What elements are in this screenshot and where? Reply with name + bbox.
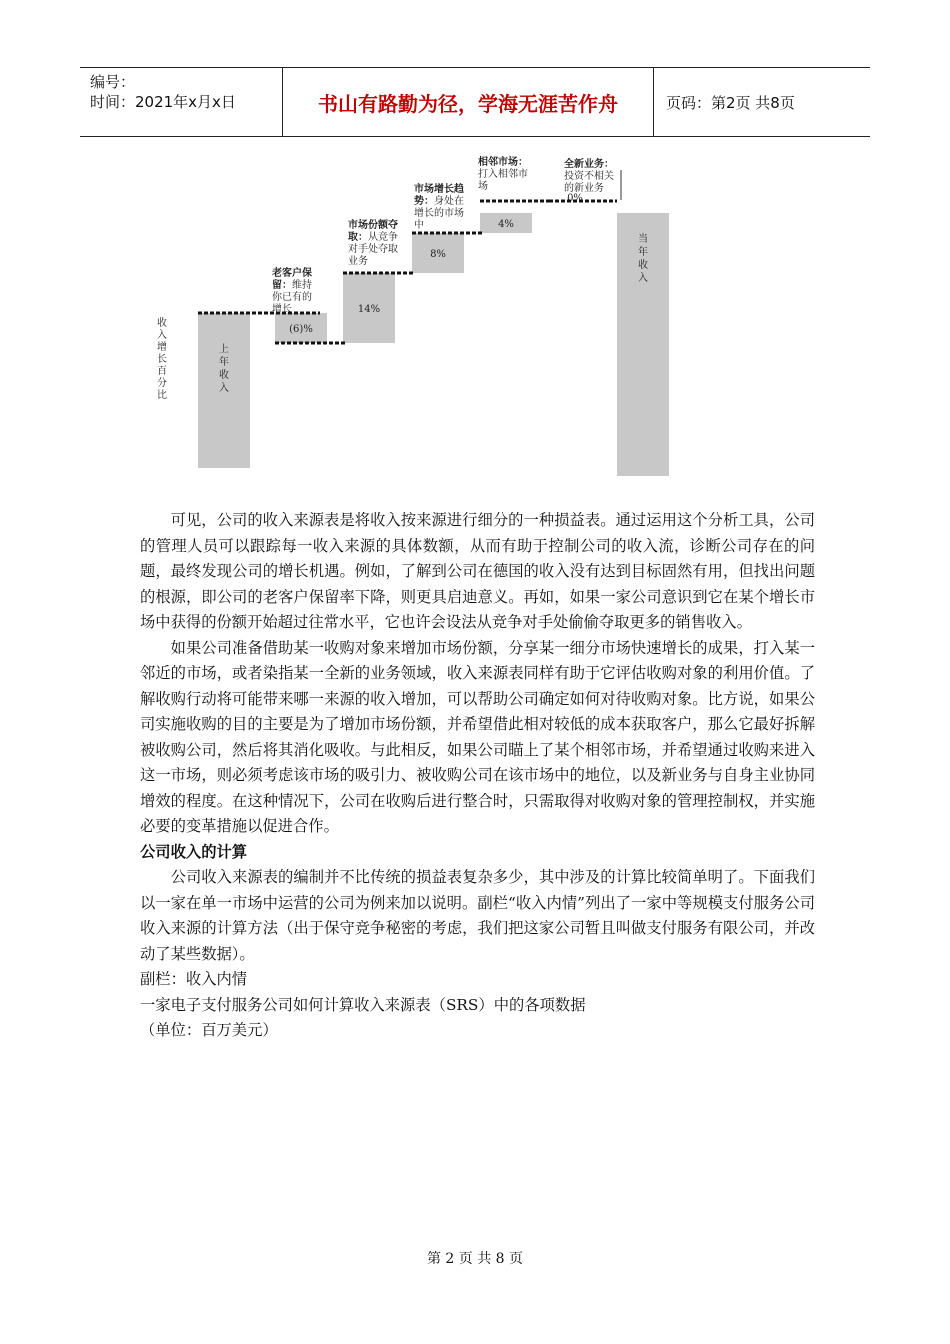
value-label-2: 14% bbox=[357, 304, 381, 315]
page-header bbox=[80, 67, 870, 137]
paragraph-3: 公司收入来源表的编制并不比传统的损益表复杂多少，其中涉及的计算比较简单明了。下面我们以一家在单一市场中运营的公司为例来加以说明。副栏“收入内情”列出了一家中等规模支付服务公司收入来源的计算方法（出于保守竞争秘密的考虑，我们把这家公司暂且叫做支付服务有限公司，并改动了某些数据）。 bbox=[140, 868, 815, 963]
annotation-share: 市场份额夺取：从竞争对手处夺取业务 bbox=[348, 220, 398, 267]
paragraph-2: 如果公司准备借助某一收购对象来增加市场份额，分享某一细分市场快速增长的成果，打入某一邻近的市场，或者染指某一全新的业务领域，收入来源表同样有助于它评估收购对象的利用价值。了解收购行动将可能带来哪一来源的收入增加，可以帮助公司确定如何对待收购对象。比方说，如果公司实施收购的目的主要是为了增加市场份额，并希望借此相对较低的成本获取客户，那么它最好拆解被收购公司，然后将其消化吸收。与此相反，如果公司瞄上了某个相邻市场，并希望通过收购来进入这一市场，则必须考虑该市场的吸引力、被收购公司在该市场中的地位，以及新业务与自身主业协同增效的程度。在这种情况下，公司在收购后进行整合时，只需取得对收购对象的管理控制权，并实施必要的变革措施以促进合作。 bbox=[140, 638, 815, 835]
motto: 书山有路勤为径，学海无涯苦作舟 bbox=[282, 68, 654, 136]
annotation-retention: 老客户保留：维持你已有的增长 bbox=[272, 268, 312, 315]
section-heading: 公司收入的计算 bbox=[140, 842, 248, 861]
page-footer: 第 2 页 共 8 页 bbox=[426, 1251, 524, 1267]
annotation-adjacent: 相邻市场：打入相邻市场 bbox=[478, 157, 528, 192]
revenue-waterfall-chart bbox=[140, 150, 680, 485]
number-label: 编号： bbox=[90, 73, 136, 91]
value-label-4: 4% bbox=[498, 219, 514, 230]
paragraph-1: 可见，公司的收入来源表是将收入按来源进行细分的一种损益表。通过运用这个分析工具，公司的管理人员可以跟踪每一收入来源的具体数额，从而有助于控制公司的收入流，诊断公司存在的问题，最终发现公司的增长机遇。例如，了解到公司在德国的收入没有达到目标固然有用，但找出问题的根源，即公司的老客户保留率下降，则更具启迪意义。再如，如果一家公司意识到它在某个增长市场中获得的份额开始超过往常水平，它也许会设法从竞争对手处偷偷夺取更多的销售收入。 bbox=[140, 511, 815, 631]
total-bar-label-0: 上年收入 bbox=[219, 344, 229, 394]
y-axis-label: 收入增长百分比 bbox=[157, 318, 167, 401]
sidebar-subtitle: 一家电子支付服务公司如何计算收入来源表（SRS）中的各项数据 bbox=[140, 995, 586, 1014]
annotation-new-business: 全新业务：投资不相关的新业务 bbox=[564, 159, 614, 194]
annotation-growth: 市场增长趋势：身处在增长的市场中 bbox=[414, 184, 464, 231]
sidebar-title: 副栏：收入内情 bbox=[140, 970, 248, 988]
unit-note: （单位：百万美元） bbox=[140, 1021, 278, 1039]
date-label: 时间：2021年x月x日 bbox=[90, 93, 236, 111]
body-text bbox=[140, 508, 815, 1044]
page-label: 页码：第2页 共8页 bbox=[666, 93, 795, 112]
chart-canvas bbox=[140, 150, 680, 485]
value-label-5: 0% bbox=[567, 193, 583, 204]
value-label-1: (6)% bbox=[289, 324, 313, 335]
header-left bbox=[80, 68, 282, 136]
total-bar-label-6: 当年收入 bbox=[638, 234, 648, 284]
value-label-3: 8% bbox=[430, 249, 446, 260]
